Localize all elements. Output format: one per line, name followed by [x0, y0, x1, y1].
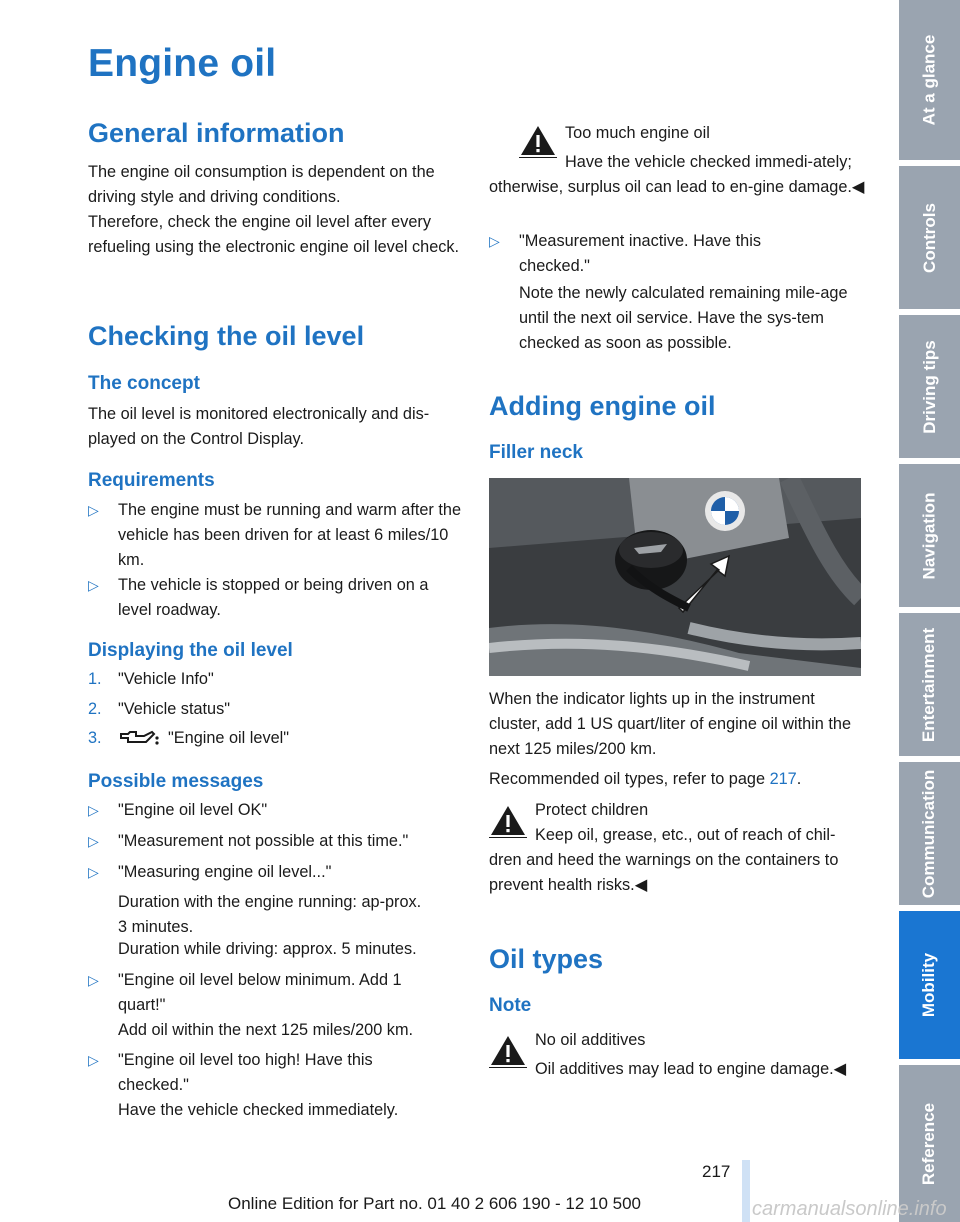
message-note: Duration while driving: approx. 5 minutes.: [118, 940, 417, 958]
warning-triangle-icon: [489, 1034, 527, 1068]
concept-heading: The concept: [88, 373, 200, 394]
bullet-icon: ▷: [88, 577, 99, 593]
bullet-icon: ▷: [88, 802, 99, 818]
nav-tab-navigation[interactable]: [899, 464, 960, 607]
watermark: carmanualsonline.info: [752, 1198, 947, 1220]
nav-tab-label: Mobility: [919, 952, 939, 1018]
step-number: 2.: [88, 700, 102, 718]
message-text: "Engine oil level too high! Have this checked.": [118, 1051, 373, 1094]
message-note: Have the vehicle checked immediately.: [118, 1101, 399, 1119]
step-3-content: [118, 726, 458, 751]
requirement-text: The vehicle is stopped or being driven on a level roadway.: [118, 576, 429, 619]
step-text: "Engine oil level": [168, 729, 290, 747]
refer-text: Recommended oil types, refer to page: [489, 770, 770, 788]
nav-tab-label: Entertainment: [919, 627, 939, 742]
page-number-bar: [742, 1160, 750, 1222]
general-information-paragraph-2: Therefore, check the engine oil level after every refueling using the electronic engine oil level check.: [88, 213, 460, 256]
possible-messages-heading: Possible messages: [88, 771, 264, 792]
page-reference-link[interactable]: 217: [769, 770, 797, 788]
warning-text: Have the vehicle checked immedi-ately; otherwise, surplus oil can lead to en-gine damage.◀: [489, 153, 865, 196]
step-number: 1.: [88, 670, 102, 688]
nav-tab-label: Reference: [919, 1102, 939, 1185]
warning-text: Oil additives may lead to engine damage.◀: [535, 1060, 847, 1078]
oil-can-icon: [118, 728, 162, 746]
bullet-icon: ▷: [88, 833, 99, 849]
warning-title: Too much engine oil: [565, 124, 710, 142]
nav-tab-mobility[interactable]: [899, 911, 960, 1059]
warning-text: Keep oil, grease, etc., out of reach of chil-dren and heed the warnings on the containers to prevent health risks.◀: [489, 826, 839, 894]
message-text: "Measurement not possible at this time.": [118, 832, 409, 850]
nav-tab-entertainment[interactable]: [899, 613, 960, 756]
nav-tab-controls[interactable]: [899, 166, 960, 309]
message-text: "Measuring engine oil level...": [118, 863, 332, 881]
note-heading: Note: [489, 995, 532, 1016]
nav-tab-label: Controls: [919, 202, 939, 273]
adding-paragraph-2: [489, 767, 865, 792]
nav-tab-communication[interactable]: [899, 762, 960, 905]
message-text: "Engine oil level OK": [118, 801, 268, 819]
nav-tab-label: Communication: [919, 769, 939, 898]
edition-text: Online Edition for Part no. 01 40 2 606 190 - 12 10 500: [228, 1194, 642, 1213]
checking-oil-level-heading: Checking the oil level: [88, 321, 365, 351]
message-text: "Engine oil level below minimum. Add 1 quart!": [118, 971, 402, 1014]
step-text: "Vehicle Info": [118, 670, 214, 688]
displaying-oil-level-heading: Displaying the oil level: [88, 640, 293, 661]
nav-tab-driving-tips[interactable]: [899, 315, 960, 458]
bullet-icon: ▷: [88, 502, 99, 518]
page-number: 217: [702, 1162, 731, 1181]
warning-title: No oil additives: [535, 1031, 646, 1049]
adding-paragraph-1: When the indicator lights up in the instrument cluster, add 1 US quart/liter of engine oil within the next 125 miles/200 km.: [489, 690, 852, 758]
step-number: 3.: [88, 729, 102, 747]
nav-tab-label: Navigation: [919, 492, 939, 579]
message-note: Add oil within the next 125 miles/200 km.: [118, 1021, 414, 1039]
bullet-icon: ▷: [88, 864, 99, 880]
page-title: Engine oil: [88, 42, 277, 85]
bullet-icon: ▷: [88, 972, 99, 988]
nav-tab-label: At a glance: [919, 34, 939, 126]
general-information-heading: General information: [88, 118, 345, 148]
filler-neck-heading: Filler neck: [489, 442, 583, 463]
requirements-heading: Requirements: [88, 470, 215, 491]
period: .: [796, 770, 802, 788]
message-text: "Measurement inactive. Have this checked.": [519, 232, 761, 275]
requirement-text: The engine must be running and warm after the vehicle has been driven for at least 6 miles/10 km.: [118, 501, 462, 569]
nav-tab-at-a-glance[interactable]: [899, 0, 960, 160]
general-information-paragraph-1: The engine oil consumption is dependent on the driving style and driving conditions.: [88, 163, 435, 206]
message-note: Note the newly calculated remaining mile-age until the next oil service. Have the sys-tem checked as soon as possible.: [519, 284, 848, 352]
message-note: Duration with the engine running: ap-prox. 3 minutes.: [118, 893, 422, 936]
nav-tab-label: Driving tips: [919, 339, 939, 434]
engine-filler-neck-photo: [489, 478, 861, 676]
oil-types-heading: Oil types: [489, 944, 604, 974]
adding-engine-oil-heading: Adding engine oil: [489, 391, 716, 421]
bullet-icon: ▷: [489, 233, 500, 249]
bullet-icon: ▷: [88, 1052, 99, 1068]
concept-paragraph: The oil level is monitored electronically and dis-played on the Control Display.: [88, 405, 430, 448]
step-text: "Vehicle status": [118, 700, 231, 718]
chapter-nav: [899, 0, 960, 1222]
warning-title: Protect children: [535, 801, 649, 819]
